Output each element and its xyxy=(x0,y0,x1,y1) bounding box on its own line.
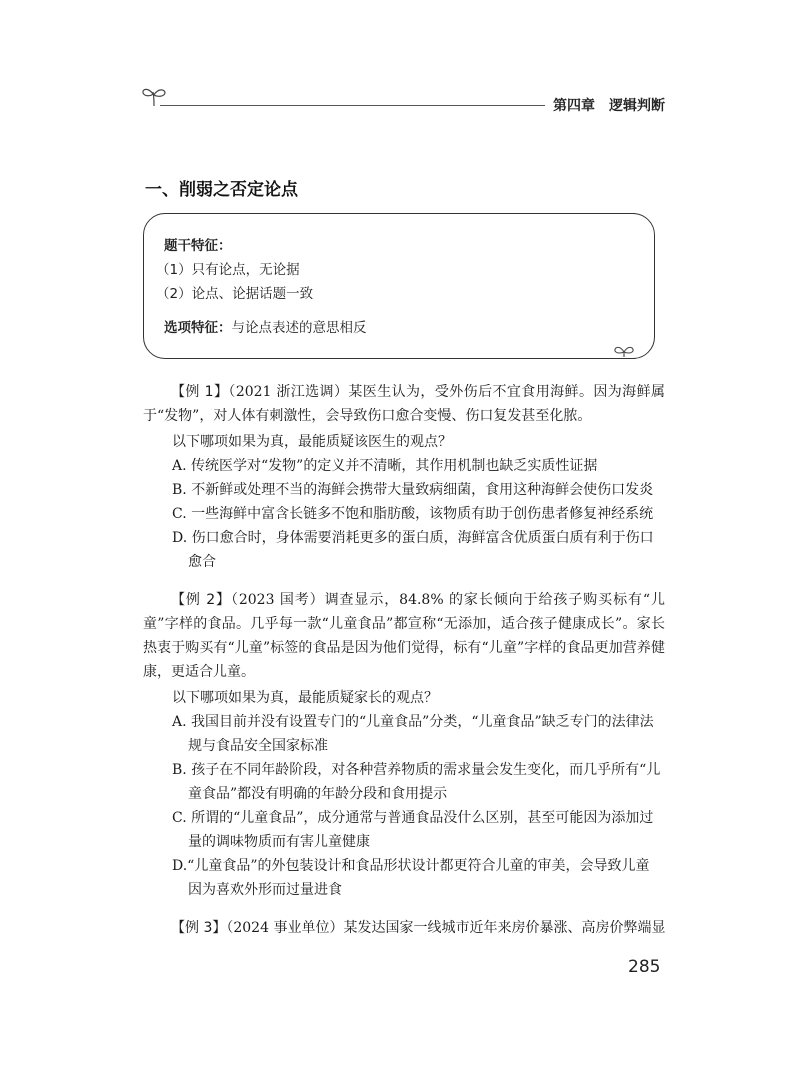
example-source: （2021 浙江选调） xyxy=(228,384,349,400)
example-1-option-b: B. 不新鲜或处理不当的海鲜会携带大量致病细菌，食用这种海鲜会使伤口发炎 xyxy=(172,482,654,498)
example-tag: 【例 1】 xyxy=(171,384,229,400)
stem-feature-item: （1）只有论点，无论据 xyxy=(156,262,300,278)
option-features-text: 与论点表述的意思相反 xyxy=(231,320,367,336)
feature-box xyxy=(143,213,655,359)
chapter-heading xyxy=(553,95,665,115)
example-1-stem xyxy=(143,380,665,428)
example-source: （2024 事业单位） xyxy=(226,920,344,936)
example-1-option-d: D. 伤口愈合时，身体需要消耗更多的蛋白质，海鲜富含优质蛋白质有利于伤口愈合 xyxy=(172,530,654,570)
example-2-option-c: C. 所谓的“儿童食品”，成分通常与普通食品没什么区别，甚至可能因为添加过量的调味物质而有害儿童健康 xyxy=(172,810,654,850)
example-tag: 【例 2】 xyxy=(171,592,231,608)
example-text: 某医生认为，受外伤后不宜食用海鲜。因为海鲜属于“发物”，对人体有刺激性，会导致伤口愈合变慢、伤口复发甚至化脓。 xyxy=(143,384,665,424)
section-title: 一、削弱之否定论点 xyxy=(145,180,298,200)
example-2-question: 以下哪项如果为真，最能质疑家长的观点？ xyxy=(172,690,438,706)
example-1-option-a: A. 传统医学对“发物”的定义并不清晰，其作用机制也缺乏实质性证据 xyxy=(172,458,598,474)
example-tag: 【例 3】 xyxy=(171,920,227,936)
example-2-stem xyxy=(143,588,665,684)
sprout-icon xyxy=(612,342,636,358)
example-1-option-c: C. 一些海鲜中富含长链多不饱和脂肪酸，该物质有助于创伤患者修复神经系统 xyxy=(172,506,654,522)
example-text: 某发达国家一线城市近年来房价暴涨、高房价弊端显 xyxy=(343,920,665,936)
stem-features-label: 题干特征： xyxy=(164,238,232,254)
example-2-option-a: A. 我国目前并没有设置专门的“儿童食品”分类，“儿童食品”缺乏专门的法律法规与食品安全国家标准 xyxy=(172,714,654,754)
option-features xyxy=(164,316,367,336)
header-rule xyxy=(160,105,545,106)
sprout-icon xyxy=(140,83,168,107)
stem-feature-item: （2）论点、论据话题一致 xyxy=(156,286,314,302)
option-features-label: 选项特征： xyxy=(164,320,232,336)
example-1-question: 以下哪项如果为真，最能质疑该医生的观点？ xyxy=(172,434,452,450)
example-3-stem xyxy=(143,916,665,940)
example-2-option-d: D.“儿童食品”的外包装设计和食品形状设计都更符合儿童的审美，会导致儿童因为喜欢外形而过量进食 xyxy=(172,858,650,898)
chapter-number: 第四章 xyxy=(553,98,595,114)
example-text: 调查显示，84.8% 的家长倾向于给孩子购买标有“儿童”字样的食品。几乎每一款“儿童食品”都宣称“无添加，适合孩子健康成长”。家长热衷于购买有“儿童”标签的食品是因为他们觉得，标有“儿童”字样的食品更加营养健康，更适合儿童。 xyxy=(143,592,665,680)
chapter-title: 逻辑判断 xyxy=(609,98,665,114)
example-source: （2023 国考） xyxy=(230,592,325,608)
page-number: 285 xyxy=(628,957,661,977)
example-2-option-b: B. 孩子在不同年龄阶段，对各种营养物质的需求量会发生变化，而几乎所有“儿童食品”都没有明确的年龄分段和食用提示 xyxy=(172,762,661,802)
